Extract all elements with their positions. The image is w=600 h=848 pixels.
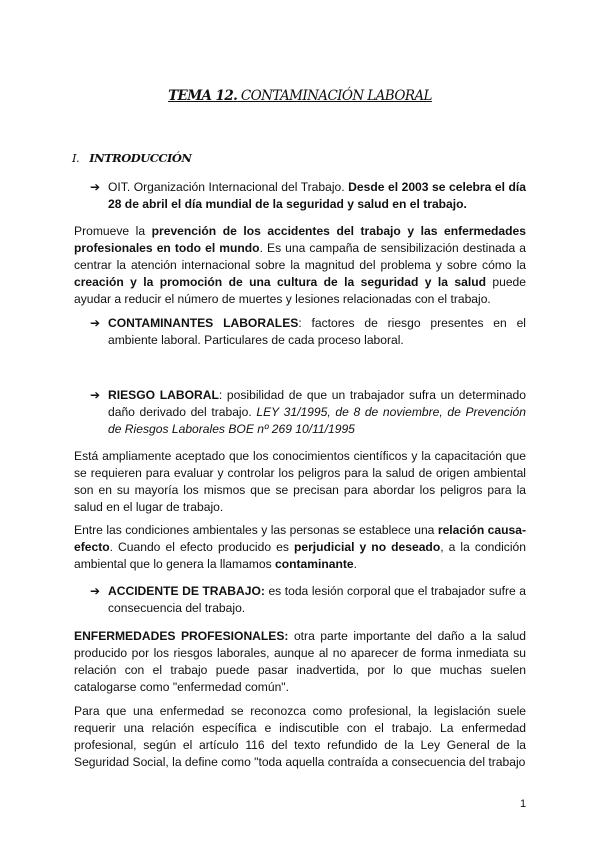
text-run: Entre las condiciones ambientales y las personas se establece una	[74, 523, 438, 537]
text-run: . Cuando el efecto producido es	[109, 540, 294, 554]
section-heading	[72, 150, 191, 167]
title-topic-name: CONTAMINACIÓN LABORAL	[237, 88, 432, 104]
paragraph-promueve	[74, 223, 526, 308]
bold-run: contaminante	[275, 557, 354, 571]
section-label: INTRODUCCIÓN	[89, 151, 192, 165]
bullet-oit-bold: Desde el 2003 se celebra el día 28 de abril el día mundial de la seguridad y salud en el trabajo.	[108, 180, 526, 211]
text-run: Promueve la	[74, 224, 152, 238]
text-run: .	[353, 557, 358, 571]
bullet-accidente	[90, 583, 526, 617]
arrow-icon: ➔	[90, 316, 101, 330]
paragraph-legislacion: Para que una enfermedad se reconozca como profesional, la legislación suele requerir una relación específica e indiscutible con el trabajo. La enfermedad profesional, según el artículo 116 del texto refundido de la Ley General de la Seguridad Social, la define como "toda aquella contraída a consecuencia del trabajo	[74, 704, 526, 769]
paragraph-enfermedades	[74, 628, 526, 696]
bold-run: perjudicial y no deseado	[293, 540, 441, 554]
text-run: , a la condición ambiental que lo genera la llamamos	[74, 540, 526, 571]
document-title	[0, 88, 600, 105]
arrow-icon: ➔	[90, 584, 101, 598]
text-run: puede ayudar a reducir el número de muertes y lesiones relacionadas con el trabajo.	[74, 275, 526, 306]
bullet-accidente-term: ACCIDENTE DE TRABAJO:	[108, 584, 265, 598]
text-run: . Es una campaña de sensibilización destinada a centrar la atención internacional sobre la magnitud del problema y sobre cómo la	[74, 241, 527, 272]
bullet-accidente-text: es toda lesión corporal que el trabajador sufre a consecuencia del trabajo.	[108, 584, 526, 615]
enfermedades-term: ENFERMEDADES PROFESIONALES:	[74, 629, 289, 643]
paragraph-aceptado: Está ampliamente aceptado que los conocimientos científicos y la capacitación que se requieren para evaluar y controlar los peligros para la salud de origen ambiental son en su mayoría los mismos que se precisan para abordar los peligros para la salud en el lugar de trabajo.	[74, 449, 526, 514]
bullet-riesgo	[90, 387, 526, 438]
bold-run: creación y la promoción de una cultura de la seguridad y la salud	[74, 275, 486, 289]
bullet-contaminantes-text: : factores de riesgo presentes en el ambiente laboral. Particulares de cada proceso laboral.	[108, 316, 526, 347]
enfermedades-text: otra parte importante del daño a la salud producido por los riesgos laborales, aunque al no aparecer de forma inmediata su relación con el trabajo puede pasar inadvertida, por lo que muchas suelen catalogarse como "enfermedad común".	[74, 629, 526, 694]
bullet-oit-text: OIT. Organización Internacional del Trabajo.	[108, 180, 349, 194]
page-number: 1	[520, 798, 527, 810]
bullet-contaminantes	[90, 315, 526, 349]
bullet-oit	[90, 179, 526, 213]
paragraph-relacion	[74, 522, 526, 573]
bullet-riesgo-text: : posibilidad de que un trabajador sufra un determinado daño derivado del trabajo.	[108, 388, 526, 419]
bullet-contaminantes-term: CONTAMINANTES LABORALES	[108, 316, 299, 330]
arrow-icon: ➔	[90, 180, 101, 194]
bullet-riesgo-law: LEY 31/1995, de 8 de noviembre, de Prevención de Riesgos Laborales BOE nº 269 10/11/1995	[108, 405, 526, 436]
bold-run: relación causa-efecto	[74, 523, 526, 554]
bold-run: prevención de los accidentes del trabajo y las enfermedades profesionales en todo el mundo	[74, 224, 526, 255]
arrow-icon: ➔	[90, 388, 101, 402]
bullet-riesgo-term: RIESGO LABORAL	[108, 388, 219, 402]
section-number: I.	[72, 151, 80, 165]
title-topic-number: TEMA 12.	[168, 88, 238, 104]
